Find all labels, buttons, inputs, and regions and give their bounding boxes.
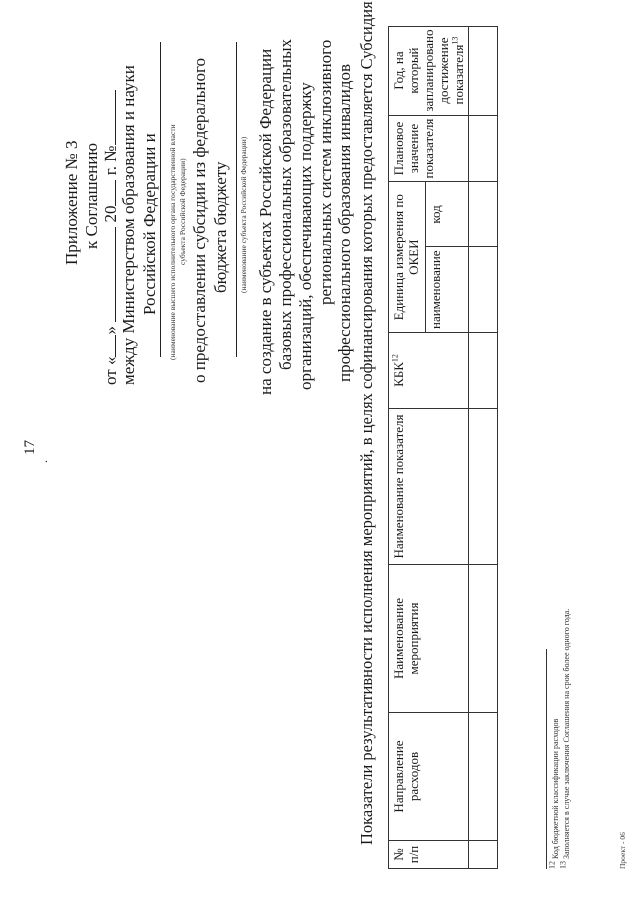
indicators-table: [388, 26, 498, 869]
cell: [469, 841, 498, 869]
purpose-line-1: на создание в субъектах Российской Федерации: [256, 48, 275, 395]
footnote-13-text: Заполняется в случае заключения Соглашения на срок более одного года.: [562, 608, 571, 859]
subsidy-line-1: о предоставлении субсидии из федерального: [190, 57, 209, 383]
cell: [469, 247, 498, 333]
appendix-title: Приложение № 3: [62, 140, 81, 265]
header-num: № п/п: [389, 841, 469, 869]
footnote-divider: [546, 649, 547, 869]
between-prefix: между: [119, 337, 138, 385]
year-footnote-ref: 13: [450, 36, 460, 45]
ministry-name: Министерством образования и науки: [119, 65, 138, 334]
authority-note-1: (наименование высшего исполнительного органа государственной власти: [168, 124, 177, 360]
agreement-date-line: [101, 91, 121, 386]
header-event: Наименование мероприятия: [389, 565, 469, 713]
page-number: 17: [22, 440, 38, 455]
month-blank: [115, 227, 116, 322]
footnote-13: [558, 608, 571, 869]
cell: [469, 409, 498, 565]
subject-underline: [236, 42, 237, 357]
authority-note-2: субъекта Российской Федерации): [178, 158, 187, 265]
footnote-12-text: Код бюджетной классификации расходов: [551, 718, 560, 859]
header-kbk: [389, 333, 469, 409]
authority-underline: [160, 42, 161, 357]
day-blank: [115, 335, 116, 357]
header-direction: Направление расходов: [389, 713, 469, 841]
page-dot: .: [36, 460, 50, 463]
subject-note: (наименование субъекта Российской Федерации): [239, 136, 248, 293]
purpose-line-5: профессионального образования инвалидов: [335, 63, 354, 382]
cell: [469, 565, 498, 713]
cell: [469, 115, 498, 182]
between-line: [119, 65, 139, 385]
cell: [469, 713, 498, 841]
footnote-12-num: 12: [547, 861, 557, 869]
header-unit-name: наименование: [426, 247, 469, 333]
print-mark: Проект - 06: [618, 832, 627, 869]
cell: [469, 182, 498, 247]
year-prefix: 20: [101, 205, 120, 223]
cell: [469, 26, 498, 115]
kbk-label: КБК: [391, 362, 406, 387]
table-title: Показатели результативности исполнения мероприятий, в целях софинансирования которых предоставляется Субсидия: [357, 1, 376, 845]
header-planned: Плановое значение показателя: [389, 115, 469, 182]
between-line-2: Российской Федерации и: [140, 133, 159, 315]
header-unit: Единица измерения по ОКЕИ: [389, 182, 426, 333]
header-unit-code: код: [426, 182, 469, 247]
header-year: [389, 26, 469, 115]
footnote-13-num: 13: [558, 861, 568, 869]
subsidy-line-2: бюджета бюджету: [211, 161, 230, 293]
header-indicator: Наименование показателя: [389, 409, 469, 565]
date-mid: »: [101, 326, 120, 335]
year-suffix: г. №: [101, 145, 120, 176]
year-label: Год, на который запланировано достижение показателя: [391, 29, 466, 112]
purpose-line-4: региональных систем инклюзивного: [316, 39, 335, 305]
footnote-12: [547, 718, 560, 869]
purpose-line-3: организаций, обеспечивающих поддержку: [296, 82, 315, 390]
date-prefix: от «: [101, 356, 120, 385]
table-row: [469, 26, 498, 868]
table-header-row: [389, 26, 426, 868]
cell: [469, 333, 498, 409]
year-blank: [115, 180, 116, 206]
appendix-subtitle: к Соглашению: [82, 142, 101, 249]
kbk-footnote-ref: 12: [390, 354, 400, 363]
purpose-line-2: базовых профессиональных образовательных: [276, 38, 295, 370]
number-blank: [115, 91, 116, 146]
